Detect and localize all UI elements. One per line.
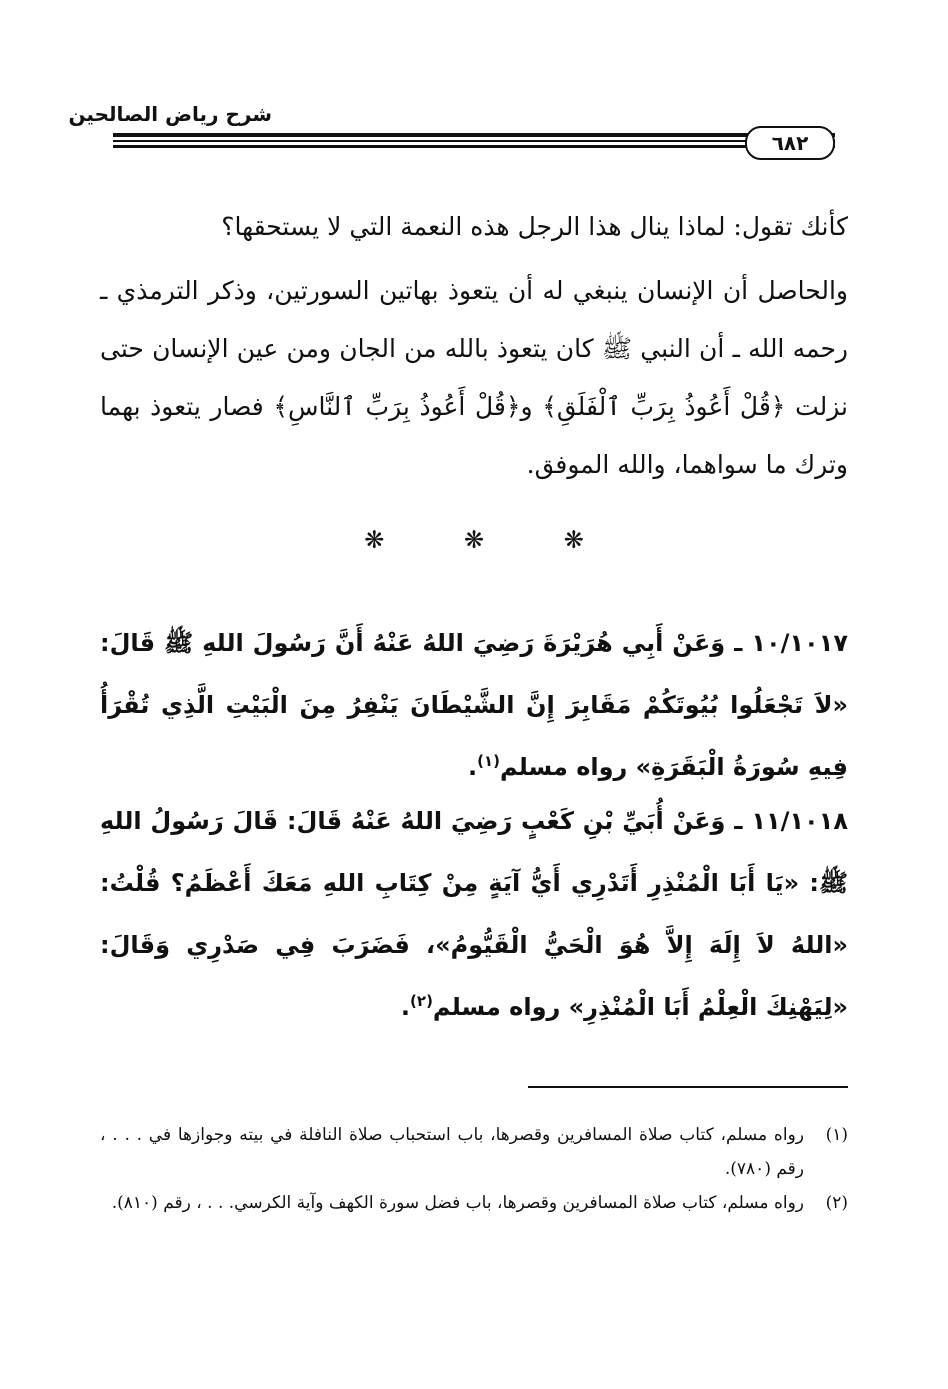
- footnote-text: رواه مسلم، كتاب صلاة المسافرين وقصرها، باب استحباب صلاة النافلة في بيته وجوازها في . . . ، رقم (٧٨٠).: [100, 1125, 804, 1179]
- hadith-text: ١٠/١٠١٧ ـ وَعَنْ أَبِي هُرَيْرَةَ رَضِيَ اللهُ عَنْهُ أَنَّ رَسُولَ اللهِ ﷺ قَالَ: «لاَ تَجْعَلُوا بُيُوتَكُمْ مَقَابِرَ إِنَّ الشَّيْطَانَ يَنْفِرُ مِنَ الْبَيْتِ الَّذِي تُقْرَأُ فِيهِ سُورَةُ الْبَقَرَةِ» رواه مسلم: [100, 629, 848, 781]
- body-paragraph-2: والحاصل أن الإنسان ينبغي له أن يتعوذ بهاتين السورتين، وذكر الترمذي ـ رحمه الله ـ أن النبي ﷺ كان يتعوذ بالله من الجان ومن عين الإنسان حتى نزلت ﴿قُلْ أَعُوذُ بِرَبِّ ٱلْفَلَقِ﴾ و﴿قُلْ أَعُوذُ بِرَبِّ ٱلنَّاسِ﴾ فصار يتعوذ بهما وترك ما سواهما، والله الموفق.: [100, 276, 848, 479]
- hadith-text: ١١/١٠١٨ ـ وَعَنْ أُبَيِّ بْنِ كَعْبٍ رَضِيَ اللهُ عَنْهُ قَالَ: قَالَ رَسُولُ اللهِ ﷺ: «يَا أَبَا الْمُنْذِرِ أَتَدْرِي أَيُّ آيَةٍ مِنْ كِتَابِ اللهِ مَعَكَ أَعْظَمُ؟ قُلْتُ: «اللهُ لاَ إِلَهَ إِلاَّ هُوَ الْحَيُّ الْقَيُّومُ»، فَضَرَبَ فِي صَدْرِي وَقَالَ: «لِيَهْنِكَ الْعِلْمُ أَبَا الْمُنْذِرِ» رواه مسلم: [100, 807, 848, 1021]
- page-number-badge: ٦٨٢: [745, 126, 835, 160]
- separator-star-icon: ❋: [563, 526, 584, 554]
- body-paragraph-1: كأنك تقول: لماذا ينال هذا الرجل هذه النعمة التي لا يستحقها؟: [221, 212, 848, 241]
- hadith-end: .: [467, 753, 478, 781]
- section-separator: [100, 520, 848, 560]
- hadith-1018: [100, 790, 848, 1038]
- hadith-end: .: [400, 993, 411, 1021]
- header-rule-bottom: [113, 145, 835, 148]
- hadith-1017: [100, 612, 848, 798]
- running-header-title: شرح رياض الصالحين: [68, 102, 272, 126]
- separator-star-icon: ❋: [463, 526, 485, 554]
- header-rule-thick: [113, 133, 835, 137]
- footnote-number: (١): [825, 1125, 848, 1145]
- footnote-ref[interactable]: (٢): [410, 992, 433, 1010]
- header-rule-thin: [113, 140, 835, 142]
- footnote-2: [100, 1186, 848, 1220]
- footnote-ref[interactable]: (١): [477, 752, 500, 770]
- footnote-text: رواه مسلم، كتاب صلاة المسافرين وقصرها، باب فضل سورة الكهف وآية الكرسي. . . ، رقم (٨١٠).: [111, 1193, 804, 1213]
- footnote-number: (٢): [825, 1193, 848, 1213]
- footnote-1: [100, 1118, 848, 1186]
- footnote-divider: [528, 1086, 848, 1088]
- separator-star-icon: ❋: [364, 526, 385, 554]
